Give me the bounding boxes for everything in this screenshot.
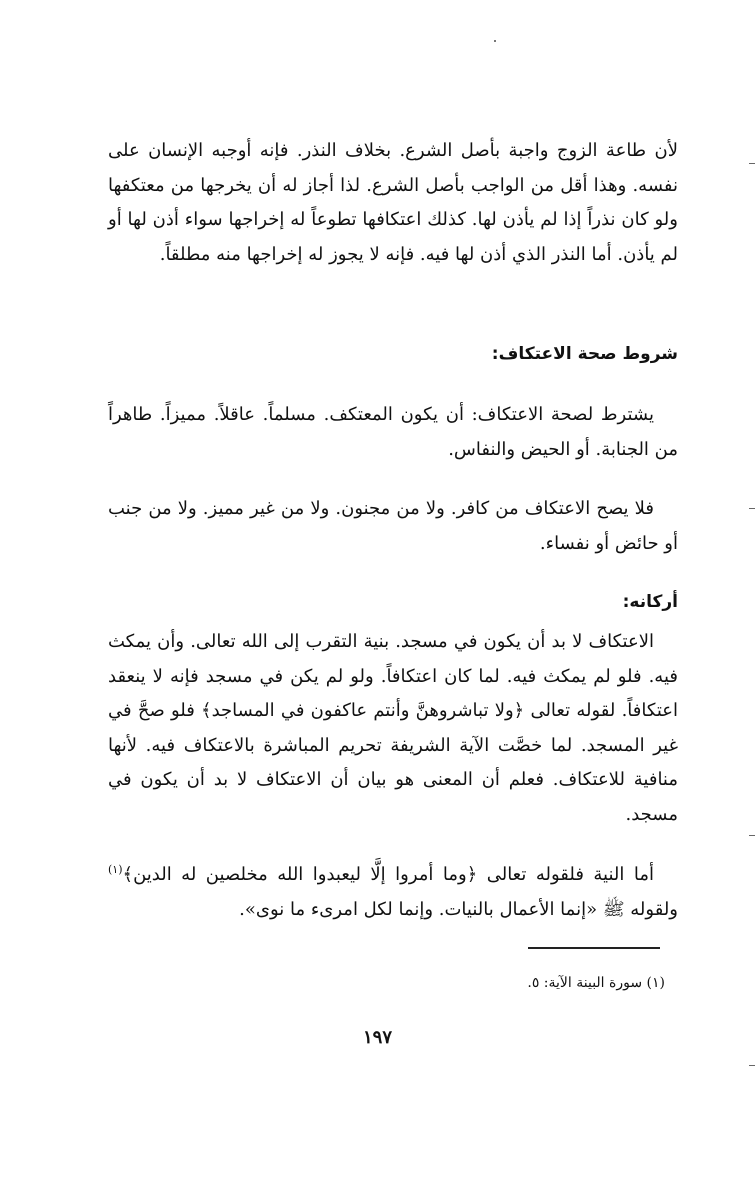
scan-edge-mark — [749, 835, 755, 836]
scan-edge-mark — [749, 508, 755, 509]
paragraph-invalid-cases — [108, 492, 678, 561]
paragraph-pillars — [108, 625, 678, 833]
paragraph-text: الاعتكاف لا بد أن يكون في مسجد. بنية التقرب إلى الله تعالى. وأن يمكث فيه. فلو لم يمكث فيه. لما كان اعتكافاً. ولو لم يكن في مسجد فإنه لا ينعقد اعتكافاً. لقوله تعالى ﴿ولا تباشروهنَّ وأنتم عاكفون في المساجد﴾ فلو صحَّ في غير المسجد. لما خصَّت الآية الشريفة تحريم المباشرة بالاعتكاف فيه. لأنها منافية للاعتكاف. فعلم أن المعنى هو بيان أن الاعتكاف لا بد أن يكون في مسجد. — [108, 631, 678, 825]
paragraph-wife-obedience — [108, 134, 678, 272]
footnote-separator — [528, 947, 660, 949]
paragraph-text: يشترط لصحة الاعتكاف: أن يكون المعتكف. مسلماً. عاقلاً. مميزاً. طاهراً من الجنابة. أو الحيض والنفاس. — [108, 404, 678, 460]
footnote-reference: (١) — [108, 863, 123, 876]
scan-edge-mark — [749, 1065, 755, 1066]
scan-edge-mark — [749, 163, 755, 164]
section-heading-pillars: أركانه: — [622, 592, 678, 612]
paragraph-text: فلا يصح الاعتكاف من كافر. ولا من مجنون. ولا من غير مميز. ولا من جنب أو حائض أو نفساء. — [108, 498, 678, 554]
footnote: (١) سورة البينة الآية: ٥. — [527, 975, 665, 991]
paragraph-text: لأن طاعة الزوج واجبة بأصل الشرع. بخلاف النذر. فإنه أوجبه الإنسان على نفسه. وهذا أقل من الواجب بأصل الشرع. لذا أجاز له أن يخرجها من معتكفها ولو كان نذراً إذا لم يأذن لها. كذلك اعتكافها تطوعاً له إخراجها سواء أذن لها أو لم يأذن. أما النذر الذي أذن لها فيه. فإنه لا يجوز له إخراجها منه مطلقاً. — [108, 140, 678, 265]
intention-hadith: ولقوله ﷺ «إنما الأعمال بالنيات. وإنما لكل امرىء ما نوى». — [239, 898, 678, 920]
paragraph-conditions — [108, 398, 678, 467]
section-heading-conditions: شروط صحة الاعتكاف: — [491, 344, 678, 364]
intention-verse: أما النية فلقوله تعالى ﴿وما أمروا إلَّا ليعبدوا الله مخلصين له الدين﴾ — [122, 864, 654, 885]
paragraph-intention — [108, 853, 678, 927]
scan-speck — [494, 40, 496, 42]
paragraph-text — [108, 853, 678, 927]
page-number: ١٩٧ — [362, 1027, 392, 1048]
